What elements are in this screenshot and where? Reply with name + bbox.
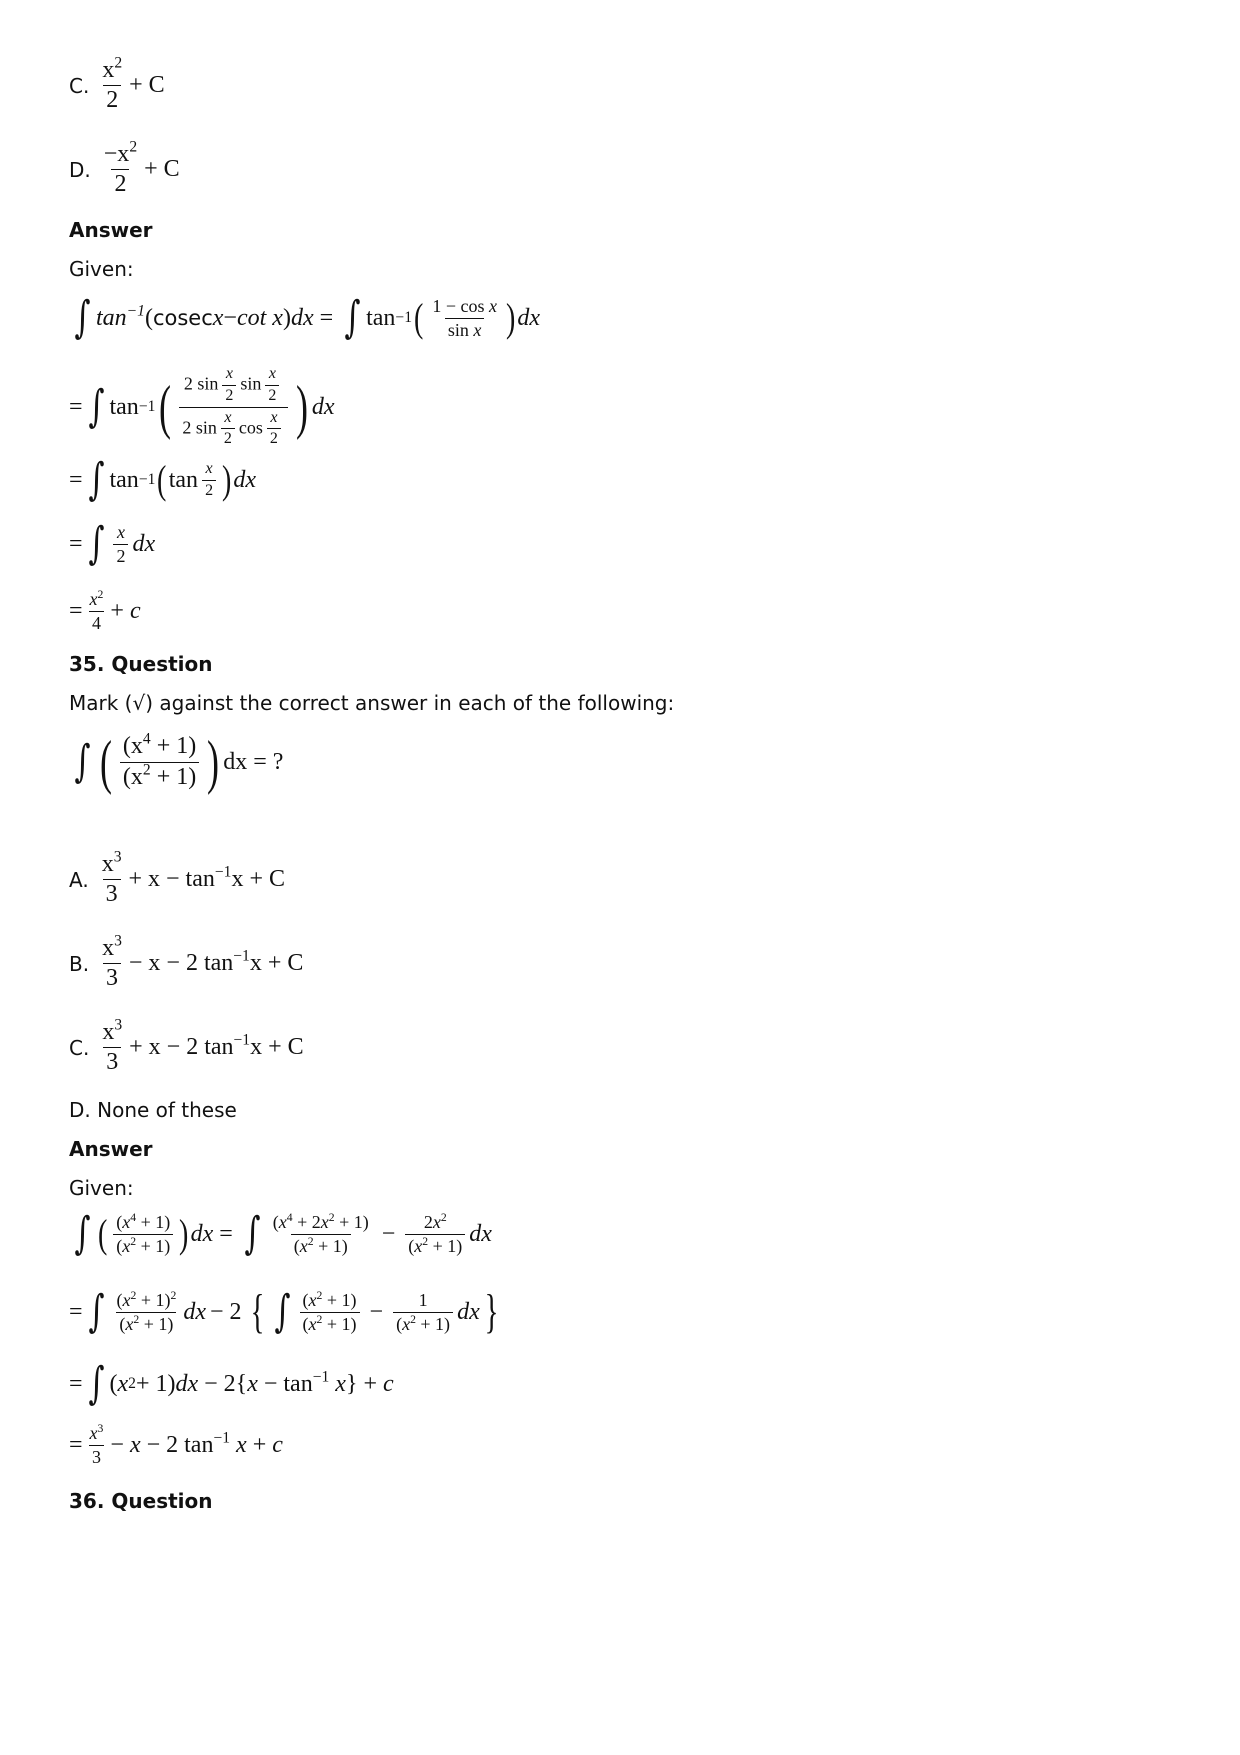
answer-heading-2: Answer bbox=[69, 1137, 153, 1161]
given-label: Given: bbox=[69, 257, 134, 281]
q35-solution-line-2: = ∫ $\frac{(x^2 + 1)^2}{(x^2 + 1)}$ dx − 2 { ∫ $\frac{(x^2 + 1)}{(x^2 + 1)}$ − $\frac{1}{(x^2 + 1)}$ dx } bbox=[69, 1285, 499, 1338]
option-c-label: C. bbox=[69, 73, 90, 98]
q35-solution-line-3: = ∫ ( x 2 + 1) dx − $2\{x - \tan^{-1} x\} + c$ bbox=[69, 1358, 394, 1409]
solution-line-3: = ∫ tan −1 ( tan $\frac{x}{2}$ ) dx bbox=[69, 454, 257, 505]
question-35-option-c: C. $\frac{x^3}{3}$ + x − 2 $\tan^{-1}x + C$ bbox=[69, 1016, 304, 1076]
question-36-heading: 36. Question bbox=[69, 1489, 213, 1513]
option-c: C. $\frac{x^2}{2}$ + C bbox=[69, 54, 165, 114]
q35-solution-line-1: ∫ ( $\frac{(x^4 + 1)}{(x^2 + 1)}$ ) dx = ∫ $\frac{(x^4 + 2x^2 + 1)}{(x^2 + 1)}$ − $\frac{2x^2}{(x^2 + 1)}$ dx bbox=[74, 1208, 492, 1259]
solution-line-2: = ∫ tan −1 ( 2 sin $\frac{x}{2}$ sin $\frac{x}{2}$ 2 sin $\frac{x}{2}$ cos $\frac{x}{2}$ ) dx bbox=[69, 365, 335, 448]
question-35-option-b: B. $\frac{x^3}{3}$ − x − 2 $\tan^{-1}x + C$ bbox=[69, 932, 304, 992]
option-d-label: D. bbox=[69, 157, 91, 182]
question-35-option-a: A. $\frac{x^3}{3}$ + $x - \tan^{-1}x + C$ bbox=[69, 848, 286, 908]
solution-line-5: = $\frac{x^2}{4}$ + c bbox=[69, 587, 141, 633]
q35-option-c-label: C. bbox=[69, 1035, 90, 1060]
solution-line-4: = ∫ $\frac{x}{2}$ dx bbox=[69, 518, 156, 569]
q35-option-b-label: B. bbox=[69, 951, 90, 976]
q35-option-a-label: A. bbox=[69, 867, 89, 892]
answer-heading: Answer bbox=[69, 218, 153, 242]
option-d: D. $\frac{-x^2}{2}$ + C bbox=[69, 138, 180, 198]
question-35-heading: 35. Question bbox=[69, 652, 213, 676]
question-35-problem: ∫ ( $\frac{(x^4 + 1)}{(x^2 + 1)}$ ) dx = ? bbox=[74, 729, 284, 795]
question-35-instruction: Mark (√) against the correct answer in each of the following: bbox=[69, 691, 675, 715]
given-label-2: Given: bbox=[69, 1176, 134, 1200]
question-35-option-d: D. None of these bbox=[69, 1098, 237, 1122]
q35-solution-line-4: = $\frac{x^3}{3}$ − x − 2 $\tan^{-1} x + c$ bbox=[69, 1421, 283, 1467]
solution-line-1: ∫ $\tan^{-1}$ ( cosec x − cot x ) dx = ∫ tan −1 ( $\frac{\text{1 − cos x}}{\text{sin x}}$ ) dx bbox=[74, 292, 540, 343]
